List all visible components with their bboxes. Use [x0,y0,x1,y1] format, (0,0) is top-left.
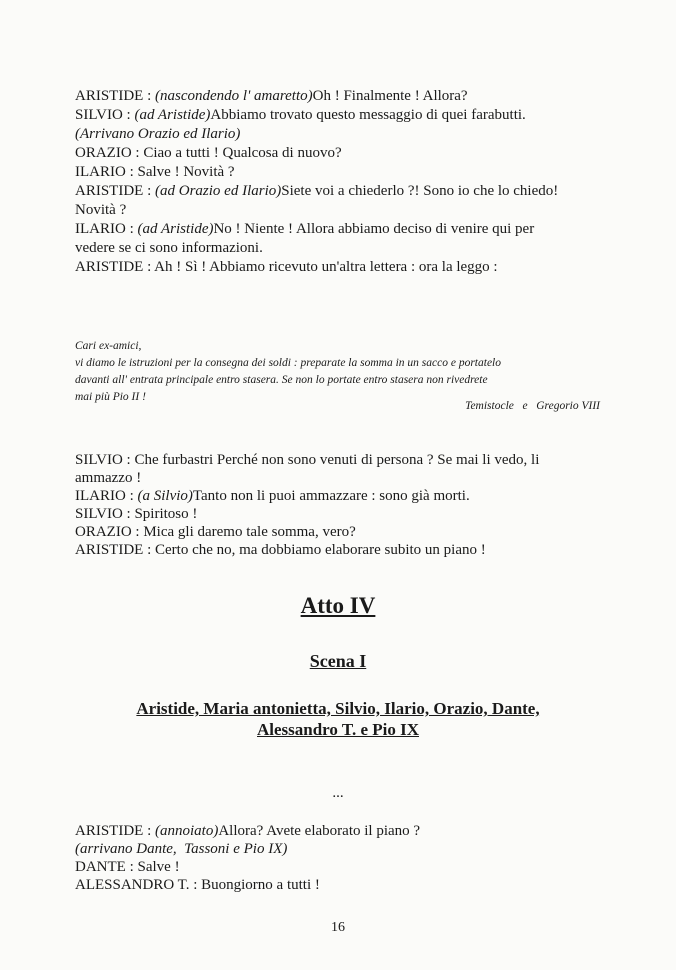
page-number: 16 [331,920,345,935]
dialogue-continuation: Novità ? [75,202,127,218]
dialogue-line: ILARIO : Salve ! Novità ? [75,164,235,180]
dialogue-line: ORAZIO : Ciao a tutti ! Qualcosa di nuovo? [75,145,342,161]
dialogue-line: ILARIO : (ad Aristide)No ! Niente ! Allora abbiamo deciso di venire qui per [75,221,535,237]
letter-line: mai più Pio II ! [75,391,146,403]
scene-title: Scena I [309,651,367,671]
letter-line: Cari ex-amici, [75,340,142,352]
dialogue-line: ARISTIDE : Certo che no, ma dobbiamo elaborare subito un piano ! [75,542,486,558]
letter-line: vi diamo le istruzioni per la consegna dei soldi : preparate la somma in un sacco e portatelo [75,357,501,369]
dialogue-line: ARISTIDE : (ad Orazio ed Ilario)Siete voi a chiederlo ?! Sono io che lo chiedo! [75,183,559,199]
act-title: Atto IV [300,593,376,618]
dialogue-line: SILVIO : Che furbastri Perché non sono venuti di persona ? Se mai li vedo, li [75,452,540,468]
dialogue-line: DANTE : Salve ! [75,859,180,875]
dialogue-line: ARISTIDE : (annoiato)Allora? Avete elaborato il piano ? [75,823,421,839]
dialogue-line: ILARIO : (a Silvio)Tanto non li puoi ammazzare : sono già morti. [75,488,470,504]
letter-line: davanti all' entrata principale entro stasera. Se non lo portate entro stasera non rivedrete [75,374,488,386]
dialogue-line: SILVIO : (ad Aristide)Abbiamo trovato questo messaggio di quei farabutti. [75,107,526,123]
dialogue-line: SILVIO : Spiritoso ! [75,506,198,522]
letter-signature: Temistocle e Gregorio VIII [465,400,600,412]
dialogue-line: ARISTIDE : Ah ! Sì ! Abbiamo ricevuto un'altra lettera : ora la leggo : [75,259,498,275]
cast-list-line: Alessandro T. e Pio IX [257,720,419,739]
dialogue-continuation: ammazzo ! [75,470,142,486]
dialogue-line: ALESSANDRO T. : Buongiorno a tutti ! [75,877,320,893]
stage-direction: (arrivano Dante, Tassoni e Pio IX) [75,841,288,857]
dialogue-line: ORAZIO : Mica gli daremo tale somma, vero? [75,524,356,540]
ellipsis-break: ... [332,785,344,801]
dialogue-continuation: vedere se ci sono informazioni. [75,240,263,256]
dialogue-line: ARISTIDE : (nascondendo l' amaretto)Oh ! Finalmente ! Allora? [75,88,468,104]
stage-direction: (Arrivano Orazio ed Ilario) [75,126,241,142]
cast-list-line: Aristide, Maria antonietta, Silvio, Ilario, Orazio, Dante, [136,699,540,718]
